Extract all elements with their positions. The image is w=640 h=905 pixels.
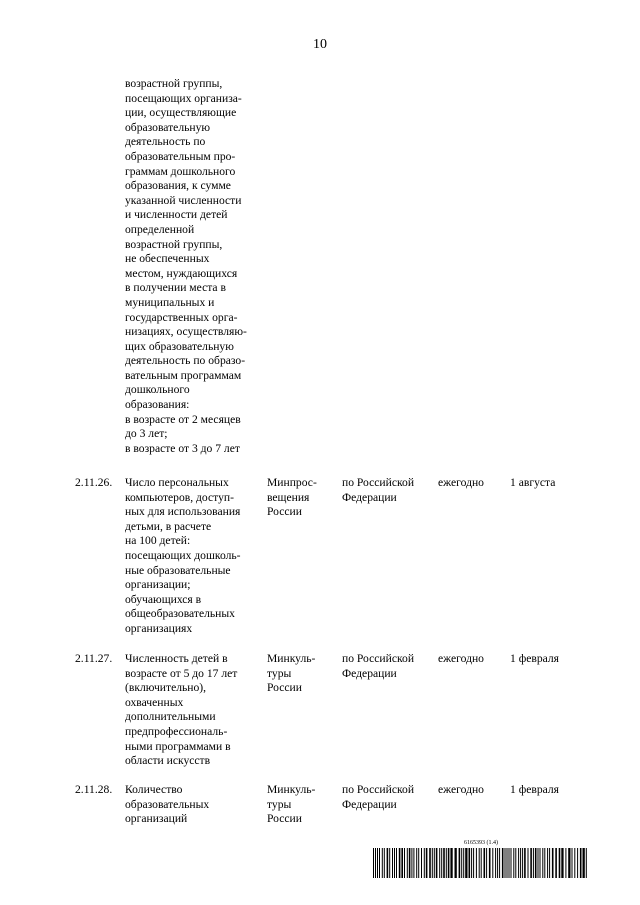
text-line: организации; (125, 578, 191, 592)
text-line: низациях, осуществляю- (125, 325, 247, 339)
text-line: общеобразовательных (125, 607, 235, 621)
responsible-agency (267, 476, 337, 520)
text-line: организациях (125, 621, 193, 635)
text-line: туры (267, 666, 292, 680)
text-line: на 100 детей: (125, 534, 191, 548)
text-line: обучающихся в (125, 592, 202, 606)
text-line: по Российской (342, 652, 415, 665)
text-line: до 3 лет; (125, 427, 168, 441)
text-line: охваченных (125, 695, 184, 709)
text-line: туры (267, 797, 292, 811)
text-line: местом, нуждающихся (125, 266, 238, 280)
text-line: образования: (125, 398, 190, 412)
text-line: образовательных (125, 797, 210, 811)
text-line: граммам дошкольного (125, 164, 236, 178)
barcode-image (373, 848, 589, 878)
text-line: (включительно), (125, 681, 207, 695)
continued-indicator-text (125, 77, 265, 456)
text-line: детьми, в расчете (125, 519, 212, 533)
indicator-name (125, 783, 263, 827)
text-line: вательным программам (125, 368, 242, 382)
row-code: 2.11.26. (75, 476, 113, 489)
responsible-agency (267, 652, 337, 696)
aggregation-level (342, 652, 434, 681)
text-line: образования, к сумме (125, 179, 231, 193)
text-line: ные образовательные (125, 563, 231, 577)
text-line: в возрасте от 2 месяцев (125, 412, 241, 426)
text-line: России (267, 681, 302, 695)
text-line: Минкуль- (267, 652, 316, 665)
indicator-name (125, 476, 263, 637)
aggregation-level (342, 783, 434, 812)
text-line: Минпрос- (267, 476, 317, 489)
text-line: посещающих дошколь- (125, 548, 241, 562)
text-line: России (267, 812, 302, 826)
text-line: и численности детей (125, 208, 228, 222)
text-line: государственных орга- (125, 310, 238, 324)
text-line: дополнительными (125, 710, 216, 724)
text-line: возрасте от 5 до 17 лет (125, 666, 238, 680)
text-line: Федерации (342, 666, 397, 680)
text-line: Федерации (342, 490, 397, 504)
document-code: 6165393 (1.4) (464, 840, 498, 846)
deadline: 1 августа (510, 476, 556, 489)
text-line: Минкуль- (267, 783, 316, 796)
text-line: по Российской (342, 476, 415, 489)
text-line: муниципальных и (125, 295, 215, 309)
text-line: возрастной группы, (125, 77, 223, 90)
text-line: деятельность по (125, 135, 206, 149)
text-line: области искусств (125, 754, 211, 768)
text-line: в получении места в (125, 281, 226, 295)
text-line: образовательным про- (125, 149, 236, 163)
page-number: 10 (313, 37, 327, 52)
frequency: ежегодно (438, 783, 484, 796)
text-line: Численность детей в (125, 652, 228, 665)
text-line: образовательную (125, 120, 211, 134)
responsible-agency (267, 783, 337, 827)
text-line: вещения (267, 490, 310, 504)
text-line: возрастной группы, (125, 237, 223, 251)
frequency: ежегодно (438, 652, 484, 665)
text-line: Количество (125, 783, 183, 796)
text-line: щих образовательную (125, 339, 234, 353)
aggregation-level (342, 476, 434, 505)
text-line: Федерации (342, 797, 397, 811)
row-code: 2.11.28. (75, 783, 113, 796)
deadline: 1 февраля (510, 783, 559, 796)
deadline: 1 февраля (510, 652, 559, 665)
row-code: 2.11.27. (75, 652, 113, 665)
text-line: посещающих организа- (125, 91, 242, 105)
indicator-name (125, 652, 263, 769)
text-line: по Российской (342, 783, 415, 796)
text-line: определенной (125, 222, 195, 236)
text-line: не обеспеченных (125, 252, 210, 266)
text-line: деятельность по образо- (125, 354, 246, 368)
text-line: компьютеров, доступ- (125, 490, 234, 504)
text-line: ции, осуществляющие (125, 106, 237, 120)
frequency: ежегодно (438, 476, 484, 489)
text-line: Число персональных (125, 476, 229, 489)
text-line: дошкольного (125, 383, 190, 397)
text-line: ных для использования (125, 505, 241, 519)
text-line: ными программами в (125, 739, 231, 753)
text-line: предпрофессиональ- (125, 724, 228, 738)
text-line: в возрасте от 3 до 7 лет (125, 441, 240, 455)
text-line: указанной численности (125, 193, 242, 207)
text-line: России (267, 505, 302, 519)
text-line: организаций (125, 812, 188, 826)
